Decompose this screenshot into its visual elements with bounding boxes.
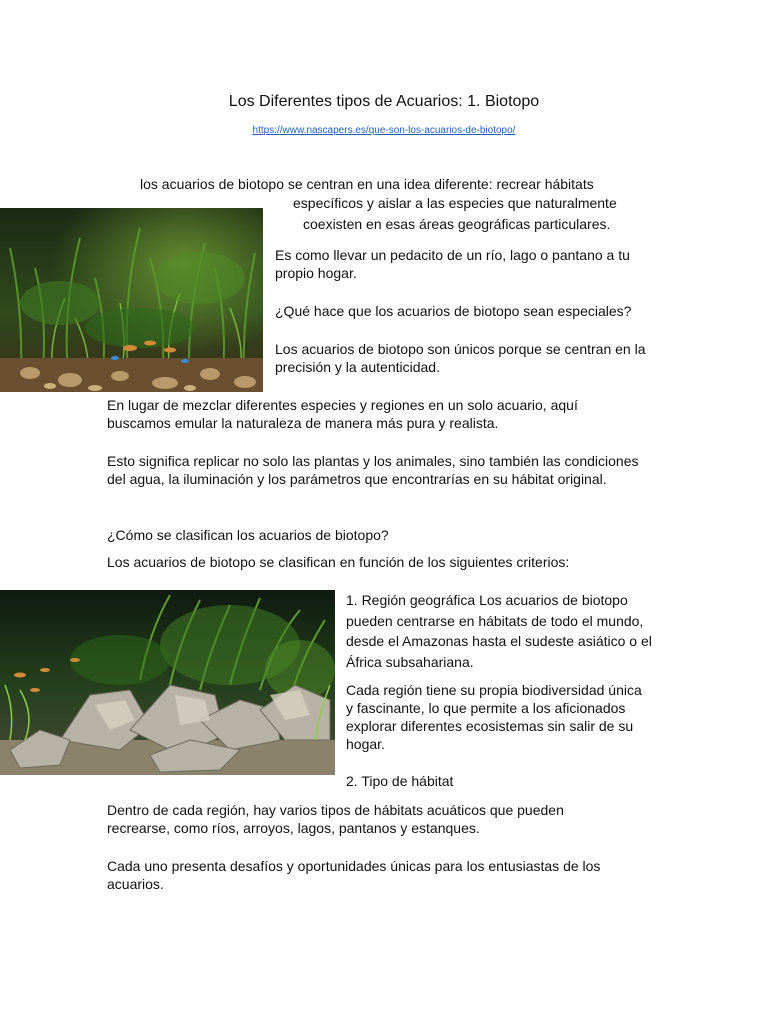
paragraph-river: Es como llevar un pedacito de un río, lago o pantano a tu propio hogar. [275, 247, 630, 281]
paragraph-habitats: Dentro de cada región, hay varios tipos de hábitats acuáticos que pueden recrearse, como ríos, arroyos, lagos, pantanos y estanques. [107, 802, 564, 836]
paragraph-biodiversity: Cada región tiene su propia biodiversidad única y fascinante, lo que permite a los aficionados explorar diferentes ecosistemas sin salir de su hogar. [346, 682, 642, 752]
intro-line-2: específicos y aislar a las especies que naturalmente [293, 195, 617, 211]
source-link[interactable]: https://www.nascapers.es/que-son-los-acuarios-de-biotopo/ [252, 125, 516, 136]
intro-line-1: los acuarios de biotopo se centran en una idea diferente: recrear hábitats [140, 176, 594, 192]
paragraph-criteria: Los acuarios de biotopo se clasifican en función de los siguientes criterios: [107, 554, 570, 570]
intro-line-3: coexisten en esas áreas geográficas particulares. [303, 216, 611, 232]
aquarium-photo-plants [0, 208, 263, 392]
question-special: ¿Qué hace que los acuarios de biotopo sean especiales? [275, 303, 632, 319]
question-classify: ¿Cómo se clasifican los acuarios de biotopo? [107, 527, 389, 543]
paragraph-mixing: En lugar de mezclar diferentes especies y regiones en un solo acuario, aquí buscamos emular la naturaleza de manera más pura y realista. [107, 397, 578, 431]
paragraph-region: 1. Región geográfica Los acuarios de biotopo pueden centrarse en hábitats de todo el mundo, desde el Amazonas hasta el sudeste asiático o el África subsahariana. [346, 592, 652, 670]
paragraph-unique: Los acuarios de biotopo son únicos porque se centran en la precisión y la autenticidad. [275, 341, 646, 375]
aquarium-photo-rocks [0, 590, 335, 775]
paragraph-challenges: Cada uno presenta desafíos y oportunidades únicas para los entusiastas de los acuarios. [107, 858, 601, 892]
page-title: Los Diferentes tipos de Acuarios: 1. Biotopo [228, 93, 540, 110]
paragraph-replicate: Esto significa replicar no solo las plantas y los animales, sino también las condiciones del agua, la iluminación y los parámetros que encontrarías en su hábitat original. [107, 453, 639, 487]
heading-habitat-type: 2. Tipo de hábitat [346, 773, 454, 789]
